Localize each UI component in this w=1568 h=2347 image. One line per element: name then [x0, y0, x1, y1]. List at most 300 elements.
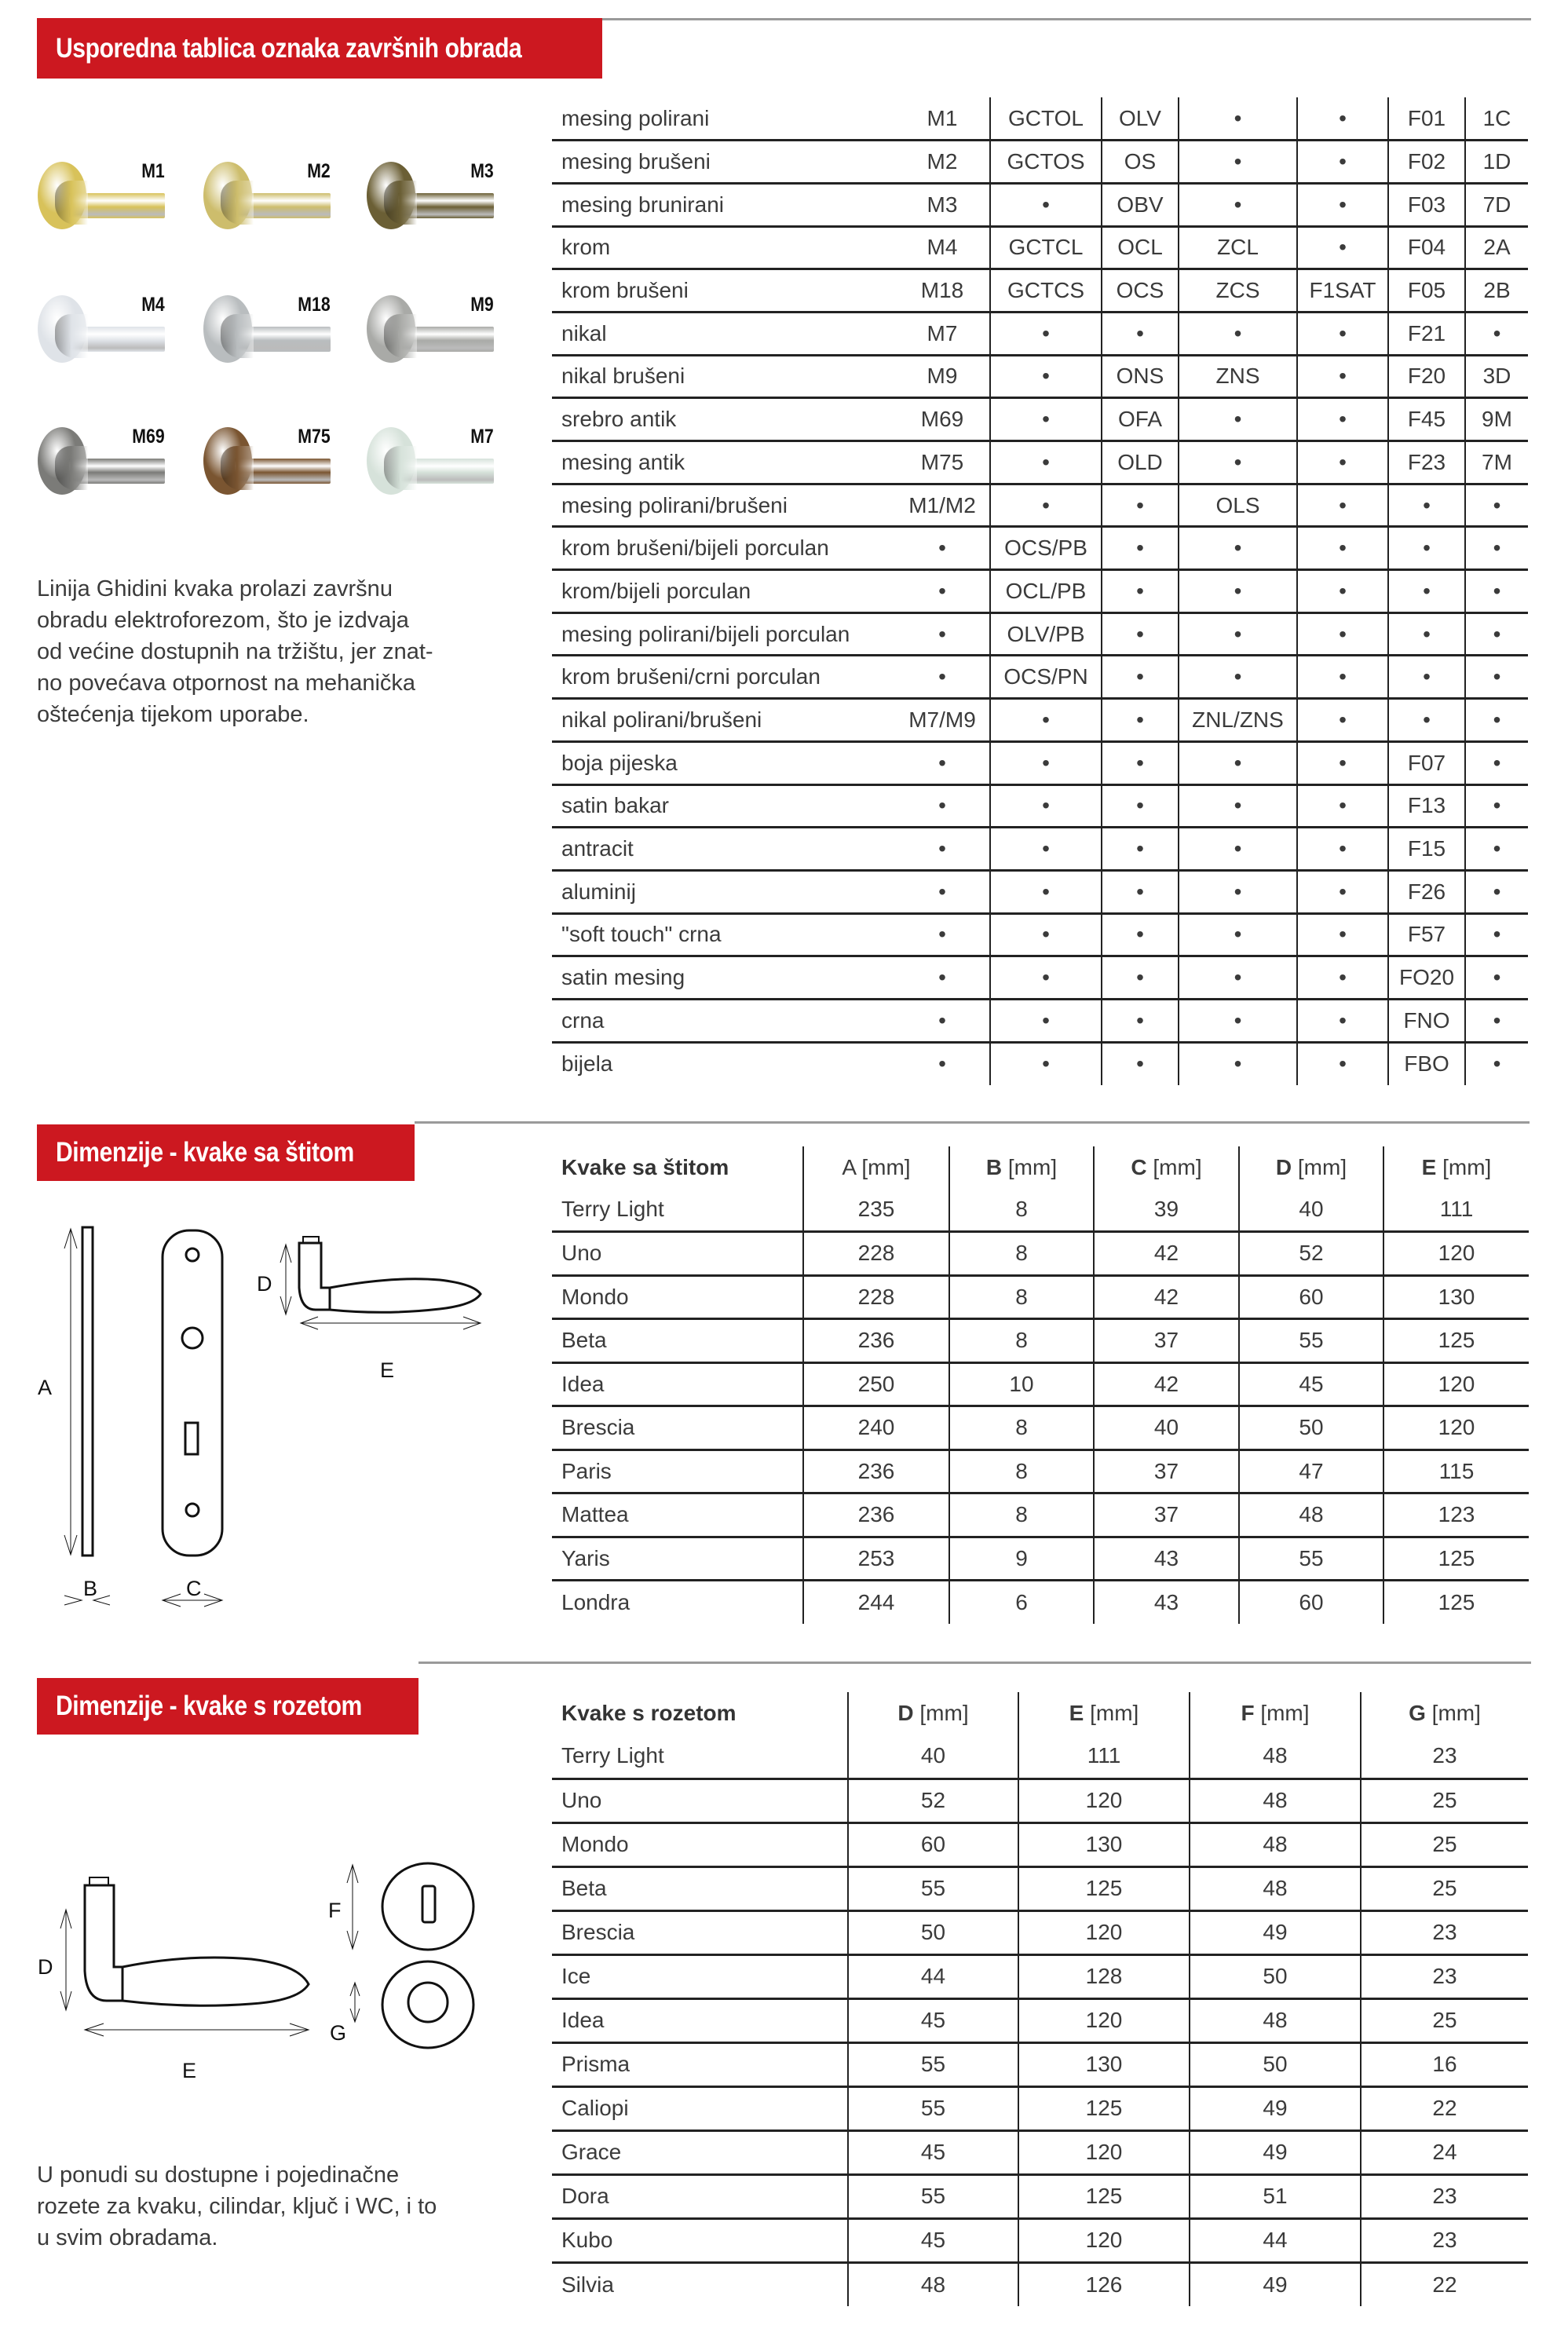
- lever-neck-image: [384, 181, 417, 225]
- finish-code-cell: 1C: [1465, 97, 1528, 141]
- table-row: [552, 999, 1528, 1042]
- dimension-value-cell: 240: [803, 1406, 949, 1450]
- finish-code-cell: •: [990, 956, 1102, 1000]
- table-row: [552, 1866, 1528, 1910]
- table-row: [552, 741, 1528, 784]
- dimension-value-cell: 49: [1190, 2130, 1361, 2174]
- table-row: [552, 784, 1528, 828]
- dimension-value-cell: 52: [1239, 1232, 1383, 1276]
- finish-name-cell: aluminij: [561, 879, 636, 904]
- finish-code-cell: •: [1297, 999, 1388, 1042]
- column-letter: C: [1131, 1154, 1147, 1179]
- finish-code-cell: 7D: [1465, 183, 1528, 226]
- dimension-value-cell: 228: [803, 1275, 949, 1319]
- dimension-value-cell: 44: [848, 1954, 1018, 1998]
- dimension-value-cell: 130: [1383, 1275, 1529, 1319]
- finish-code-cell: •: [1179, 570, 1297, 613]
- dimension-value-cell: 23: [1361, 1735, 1528, 1779]
- finish-code-cell: GCTCS: [990, 269, 1102, 313]
- finish-code-cell: •: [990, 355, 1102, 398]
- dimension-value-cell: 125: [1383, 1581, 1529, 1625]
- finish-code-cell: •: [1179, 398, 1297, 441]
- finish-code-cell: M7: [927, 320, 958, 345]
- table-row: [552, 2174, 1528, 2218]
- finish-name-cell: satin mesing: [561, 965, 685, 990]
- rosette-handle-diagram: [0, 1869, 503, 2136]
- model-name-cell: Prisma: [561, 2052, 630, 2076]
- finish-code-cell: •: [1388, 699, 1465, 742]
- finish-code-cell: •: [1179, 1042, 1297, 1085]
- column-unit: [mm]: [1431, 1701, 1481, 1725]
- finish-code-cell: OFA: [1102, 398, 1179, 441]
- finish-code-cell: •: [990, 312, 1102, 355]
- divider-rule: [415, 1121, 1530, 1124]
- dimension-value-cell: 125: [1383, 1319, 1529, 1363]
- finish-code-cell: •: [1297, 612, 1388, 656]
- finish-code-cell: •: [938, 836, 946, 861]
- finish-code: M3: [470, 160, 494, 182]
- finish-code-cell: F13: [1388, 784, 1465, 828]
- finish-name-cell: nikal: [561, 320, 607, 345]
- finish-code-cell: ONS: [1102, 355, 1179, 398]
- table-header-row: [552, 1146, 1529, 1188]
- finish-code-cell: •: [938, 664, 946, 689]
- dimension-value-cell: 250: [803, 1362, 949, 1406]
- finish-code-cell: FBO: [1388, 1042, 1465, 1085]
- finish-code-cell: •: [1465, 612, 1528, 656]
- table-row: [552, 1822, 1528, 1866]
- finish-code-cell: •: [1102, 784, 1179, 828]
- dimension-value-cell: 125: [1018, 2174, 1190, 2218]
- finish-code-cell: •: [1102, 570, 1179, 613]
- finish-code-cell: •: [990, 183, 1102, 226]
- model-name-cell: Grace: [561, 2140, 622, 2164]
- dimension-value-cell: 25: [1361, 1822, 1528, 1866]
- finish-code-cell: •: [1102, 612, 1179, 656]
- dimension-value-cell: 23: [1361, 2218, 1528, 2262]
- dimension-value-cell: 55: [1239, 1537, 1383, 1581]
- finish-code-cell: •: [1465, 913, 1528, 956]
- finish-code-cell: •: [1297, 741, 1388, 784]
- finish-code-cell: •: [938, 750, 946, 775]
- column-header-f: [1190, 1692, 1361, 1735]
- table-row: [552, 2218, 1528, 2262]
- column-header-e: [1383, 1146, 1529, 1188]
- finish-swatch-m69: [38, 424, 165, 496]
- finish-code-cell: •: [1297, 570, 1388, 613]
- finish-code-cell: •: [1297, 484, 1388, 527]
- dimension-value-cell: 6: [949, 1581, 1094, 1625]
- finish-code-cell: •: [1465, 527, 1528, 570]
- finish-code-cell: •: [990, 441, 1102, 484]
- table-row: [552, 312, 1528, 355]
- finish-code-cell: •: [1297, 183, 1388, 226]
- finish-name-cell: krom brušeni: [561, 278, 689, 303]
- finish-code-cell: •: [1102, 999, 1179, 1042]
- finish-swatch-m9: [367, 292, 494, 364]
- table-row: [552, 1998, 1528, 2042]
- column-unit: [mm]: [1297, 1154, 1347, 1179]
- finish-swatch-m3: [367, 159, 494, 231]
- dimension-value-cell: 125: [1018, 2086, 1190, 2130]
- model-name-cell: Terry Light: [561, 1743, 664, 1768]
- finish-name-cell: bijela: [561, 1051, 613, 1077]
- column-unit: [mm]: [1090, 1701, 1139, 1725]
- lever-neck-image: [55, 446, 88, 490]
- table-row: [552, 1232, 1529, 1276]
- table-row: [552, 398, 1528, 441]
- table-row: [552, 1450, 1529, 1493]
- finish-code-cell: •: [1102, 312, 1179, 355]
- finish-code-cell: •: [1388, 656, 1465, 699]
- dimension-value-cell: 40: [1239, 1188, 1383, 1232]
- finish-code-cell: F45: [1388, 398, 1465, 441]
- dimension-value-cell: 120: [1018, 1779, 1190, 1822]
- dimension-label-b: B: [83, 1577, 98, 1600]
- finish-code-cell: F07: [1388, 741, 1465, 784]
- finish-code-cell: •: [1179, 741, 1297, 784]
- dimension-value-cell: 55: [848, 2042, 1018, 2086]
- column-header-g: [1361, 1692, 1528, 1735]
- finish-name-cell: mesing brušeni: [561, 149, 711, 174]
- description-line: U ponudi su dostupne i pojedinačne: [37, 2162, 400, 2188]
- divider-rule: [418, 1662, 1531, 1664]
- dimension-value-cell: 8: [949, 1406, 1094, 1450]
- dimension-value-cell: 45: [848, 1998, 1018, 2042]
- column-header-model: Kvake sa štitom: [561, 1154, 729, 1179]
- finish-code-cell: OLS: [1179, 484, 1297, 527]
- finish-code-cell: GCTCL: [990, 226, 1102, 269]
- finish-code-cell: •: [1297, 656, 1388, 699]
- dimension-value-cell: 120: [1383, 1362, 1529, 1406]
- table-row: [552, 269, 1528, 313]
- description-line: no povećava otpornost na mehanička: [37, 671, 416, 696]
- finish-code-cell: •: [990, 1042, 1102, 1085]
- dimension-value-cell: 42: [1094, 1232, 1239, 1276]
- dimension-value-cell: 130: [1018, 2042, 1190, 2086]
- table-row: [552, 97, 1528, 141]
- divider-rule: [602, 18, 1531, 20]
- finish-code-cell: F03: [1388, 183, 1465, 226]
- dimension-value-cell: 25: [1361, 1866, 1528, 1910]
- dimension-value-cell: 126: [1018, 2262, 1190, 2306]
- dimension-value-cell: 47: [1239, 1450, 1383, 1493]
- finish-code-cell: OCS/PN: [990, 656, 1102, 699]
- dimension-value-cell: 25: [1361, 1779, 1528, 1822]
- finish-code-cell: OCL/PB: [990, 570, 1102, 613]
- table-row: [552, 527, 1528, 570]
- finish-code-cell: •: [990, 913, 1102, 956]
- dimension-label-e: E: [380, 1358, 395, 1382]
- table-row: [552, 2130, 1528, 2174]
- finish-code-cell: •: [1297, 1042, 1388, 1085]
- finish-code-cell: •: [1179, 97, 1297, 141]
- finish-code: M2: [307, 160, 331, 182]
- dimension-value-cell: 24: [1361, 2130, 1528, 2174]
- dimension-value-cell: 130: [1018, 1822, 1190, 1866]
- description-line: u svim obradama.: [37, 2225, 218, 2250]
- finish-swatch-m75: [203, 424, 331, 496]
- dimension-value-cell: 60: [1239, 1275, 1383, 1319]
- lever-neck-image: [221, 446, 254, 490]
- finish-code-cell: OBV: [1102, 183, 1179, 226]
- dimension-value-cell: 48: [1190, 1822, 1361, 1866]
- dimension-label-e: E: [182, 2059, 197, 2082]
- section-title-text: Dimenzije - kvake sa štitom: [56, 1137, 354, 1168]
- finish-code-cell: •: [1179, 441, 1297, 484]
- finish-code-cell: F21: [1388, 312, 1465, 355]
- model-name-cell: Terry Light: [561, 1197, 664, 1221]
- finish-code-cell: •: [1102, 741, 1179, 784]
- table-row: [552, 1042, 1528, 1085]
- model-name-cell: Mattea: [561, 1502, 629, 1527]
- plate-handle-diagram: [0, 1194, 503, 1602]
- description-line: oštećenja tijekom uporabe.: [37, 702, 309, 727]
- finish-code: M4: [141, 294, 165, 316]
- finish-code-cell: •: [938, 922, 946, 947]
- finish-code-cell: •: [1465, 956, 1528, 1000]
- column-letter: E: [1069, 1701, 1084, 1725]
- table-row: [552, 699, 1528, 742]
- finish-name-cell: boja pijeska: [561, 750, 678, 775]
- table-row: [552, 1406, 1529, 1450]
- finish-code-cell: •: [1102, 956, 1179, 1000]
- section-title-rosette-dimensions: [37, 1678, 418, 1735]
- finish-code-cell: •: [1297, 699, 1388, 742]
- finish-code-cell: •: [938, 1007, 946, 1033]
- table-row: [552, 1735, 1528, 1779]
- dimension-value-cell: 8: [949, 1493, 1094, 1537]
- model-name-cell: Caliopi: [561, 2096, 629, 2120]
- finish-code-cell: •: [990, 999, 1102, 1042]
- dimension-value-cell: 40: [1094, 1406, 1239, 1450]
- dimension-value-cell: 23: [1361, 1954, 1528, 1998]
- finish-code-cell: •: [1465, 741, 1528, 784]
- finish-code-cell: •: [1465, 828, 1528, 871]
- finish-code-cell: •: [1297, 312, 1388, 355]
- dimension-value-cell: 49: [1190, 2262, 1361, 2306]
- finish-code-cell: •: [990, 828, 1102, 871]
- finish-swatch-m2: [203, 159, 331, 231]
- dimension-label-g: G: [330, 2021, 347, 2045]
- finish-code: M18: [298, 294, 331, 316]
- model-name-cell: Dora: [561, 2184, 609, 2208]
- dimension-value-cell: 10: [949, 1362, 1094, 1406]
- finish-code-cell: •: [1465, 870, 1528, 913]
- dimension-value-cell: 43: [1094, 1581, 1239, 1625]
- finish-code-cell: F15: [1388, 828, 1465, 871]
- dimension-value-cell: 125: [1383, 1537, 1529, 1581]
- finish-code: M9: [470, 294, 494, 316]
- dimension-value-cell: 37: [1094, 1493, 1239, 1537]
- column-letter: G: [1409, 1701, 1426, 1725]
- dimension-value-cell: 37: [1094, 1450, 1239, 1493]
- finish-code-cell: ZCL: [1179, 226, 1297, 269]
- section-title-finishes: [37, 18, 602, 79]
- table-row: [552, 441, 1528, 484]
- finish-code-cell: •: [1388, 527, 1465, 570]
- description-line: obradu elektroforezom, što je izdvaja: [37, 608, 409, 633]
- table-row: [552, 1188, 1529, 1232]
- column-letter: D: [897, 1701, 914, 1725]
- finish-swatch-m18: [203, 292, 331, 364]
- finish-code-cell: •: [1297, 870, 1388, 913]
- column-unit: [mm]: [1007, 1154, 1058, 1179]
- dimension-value-cell: 23: [1361, 1910, 1528, 1954]
- finish-code-cell: •: [1179, 527, 1297, 570]
- model-name-cell: Brescia: [561, 1415, 635, 1440]
- dimension-label-d: D: [257, 1272, 272, 1296]
- description-line: Linija Ghidini kvaka prolazi završnu: [37, 576, 393, 601]
- finish-swatch-m7: [367, 424, 494, 496]
- table-row: [552, 570, 1528, 613]
- dimension-value-cell: 49: [1190, 2086, 1361, 2130]
- finish-code-cell: FNO: [1388, 999, 1465, 1042]
- finish-code-cell: M69: [920, 407, 964, 432]
- finish-code-cell: •: [1465, 1042, 1528, 1085]
- column-unit: [mm]: [1153, 1154, 1202, 1179]
- finish-code-cell: OCS/PB: [990, 527, 1102, 570]
- column-unit: [mm]: [861, 1154, 911, 1179]
- finish-code-cell: •: [990, 699, 1102, 742]
- section-title-plate-dimensions: [37, 1124, 415, 1181]
- finish-code-cell: M18: [920, 278, 964, 303]
- finish-name-cell: antracit: [561, 836, 634, 861]
- dimension-value-cell: 111: [1383, 1188, 1529, 1232]
- table-row: [552, 1362, 1529, 1406]
- dimension-value-cell: 120: [1018, 2218, 1190, 2262]
- dimension-value-cell: 37: [1094, 1319, 1239, 1363]
- model-name-cell: Mondo: [561, 1832, 629, 1856]
- dimension-value-cell: 235: [803, 1188, 949, 1232]
- model-name-cell: Mondo: [561, 1284, 629, 1309]
- finish-code-cell: GCTOL: [990, 97, 1102, 141]
- model-name-cell: Yaris: [561, 1545, 610, 1570]
- finish-name-cell: nikal polirani/brušeni: [561, 707, 762, 732]
- dimension-label-d: D: [38, 1955, 53, 1979]
- dimension-value-cell: 120: [1018, 2130, 1190, 2174]
- finish-code-cell: •: [1297, 97, 1388, 141]
- finish-code-cell: •: [1297, 956, 1388, 1000]
- dimension-value-cell: 120: [1018, 1998, 1190, 2042]
- column-header-a: [803, 1146, 949, 1188]
- description-line: od većine dostupnih na tržištu, jer znat-: [37, 639, 433, 664]
- finish-code-cell: 3D: [1465, 355, 1528, 398]
- finish-name-cell: krom: [561, 235, 611, 260]
- finish-code-cell: •: [1102, 828, 1179, 871]
- finish-code-cell: •: [938, 793, 946, 818]
- dimension-value-cell: 125: [1018, 1866, 1190, 1910]
- finish-code-cell: •: [1179, 828, 1297, 871]
- finish-code-cell: M2: [927, 149, 958, 174]
- dimension-value-cell: 60: [848, 1822, 1018, 1866]
- table-row: [552, 1954, 1528, 1998]
- dimension-value-cell: 48: [1190, 1998, 1361, 2042]
- finish-code-cell: •: [1102, 913, 1179, 956]
- column-unit: [mm]: [1260, 1701, 1310, 1725]
- dimension-value-cell: 43: [1094, 1537, 1239, 1581]
- finish-code-cell: •: [1179, 312, 1297, 355]
- dimension-value-cell: 253: [803, 1537, 949, 1581]
- finish-code-cell: 9M: [1465, 398, 1528, 441]
- finish-code-cell: OLV/PB: [990, 612, 1102, 656]
- finish-code-cell: •: [1297, 355, 1388, 398]
- description-line: rozete za kvaku, cilindar, ključ i WC, i to: [37, 2194, 437, 2219]
- finish-code-cell: ZNL/ZNS: [1179, 699, 1297, 742]
- dimension-value-cell: 8: [949, 1319, 1094, 1363]
- table-row: [552, 956, 1528, 1000]
- finish-code-cell: F1SAT: [1297, 269, 1388, 313]
- finish-code-cell: •: [1388, 570, 1465, 613]
- dimension-value-cell: 48: [1190, 1866, 1361, 1910]
- dimension-value-cell: 50: [848, 1910, 1018, 1954]
- dimension-value-cell: 48: [848, 2262, 1018, 2306]
- finish-code-cell: •: [1179, 870, 1297, 913]
- dimension-value-cell: 55: [848, 2086, 1018, 2130]
- finish-code-cell: •: [1102, 656, 1179, 699]
- column-letter: B: [985, 1154, 1003, 1179]
- dimension-label-f: F: [328, 1899, 342, 1922]
- model-name-cell: Brescia: [561, 1920, 635, 1944]
- dimension-value-cell: 50: [1190, 2042, 1361, 2086]
- finish-code: M1: [141, 160, 165, 182]
- dimension-value-cell: 50: [1190, 1954, 1361, 1998]
- lever-neck-image: [384, 314, 417, 358]
- finish-name-cell: mesing polirani/brušeni: [561, 492, 788, 517]
- finish-code-cell: •: [1465, 999, 1528, 1042]
- dimension-value-cell: 236: [803, 1450, 949, 1493]
- dimension-value-cell: 51: [1190, 2174, 1361, 2218]
- finish-code-cell: •: [1179, 612, 1297, 656]
- lever-neck-image: [221, 314, 254, 358]
- lever-neck-image: [55, 181, 88, 225]
- model-name-cell: Idea: [561, 1371, 605, 1396]
- finish-code-cell: •: [1465, 784, 1528, 828]
- table-row: [552, 1493, 1529, 1537]
- finish-code-cell: •: [1297, 828, 1388, 871]
- dimension-value-cell: 48: [1190, 1735, 1361, 1779]
- finish-code-cell: •: [990, 870, 1102, 913]
- finish-name-cell: nikal brušeni: [561, 364, 685, 389]
- dimension-label-a: A: [38, 1376, 53, 1399]
- finish-code-cell: •: [938, 879, 946, 904]
- finish-code-cell: OCS: [1102, 269, 1179, 313]
- finish-code: M7: [470, 426, 494, 448]
- table-row: [552, 656, 1528, 699]
- model-name-cell: Silvia: [561, 2272, 614, 2297]
- lever-neck-image: [55, 314, 88, 358]
- model-name-cell: Beta: [561, 1876, 607, 1900]
- finish-code-cell: •: [1388, 484, 1465, 527]
- column-letter: D: [1275, 1154, 1292, 1179]
- table-row: [552, 612, 1528, 656]
- finish-code-cell: 2A: [1465, 226, 1528, 269]
- finish-swatch-m1: [38, 159, 165, 231]
- finish-name-cell: satin bakar: [561, 793, 669, 818]
- finish-name-cell: krom brušeni/crni porculan: [561, 664, 821, 689]
- dimension-value-cell: 39: [1094, 1188, 1239, 1232]
- dimension-value-cell: 48: [1190, 1779, 1361, 1822]
- finish-swatch-m4: [38, 292, 165, 364]
- dimension-value-cell: 45: [848, 2218, 1018, 2262]
- table-header-row: [552, 1692, 1528, 1735]
- model-name-cell: Idea: [561, 2008, 605, 2032]
- model-name-cell: Uno: [561, 1241, 602, 1266]
- finish-code-cell: F57: [1388, 913, 1465, 956]
- finish-code-cell: M1/M2: [908, 492, 976, 517]
- table-row: [552, 828, 1528, 871]
- dimension-value-cell: 128: [1018, 1954, 1190, 1998]
